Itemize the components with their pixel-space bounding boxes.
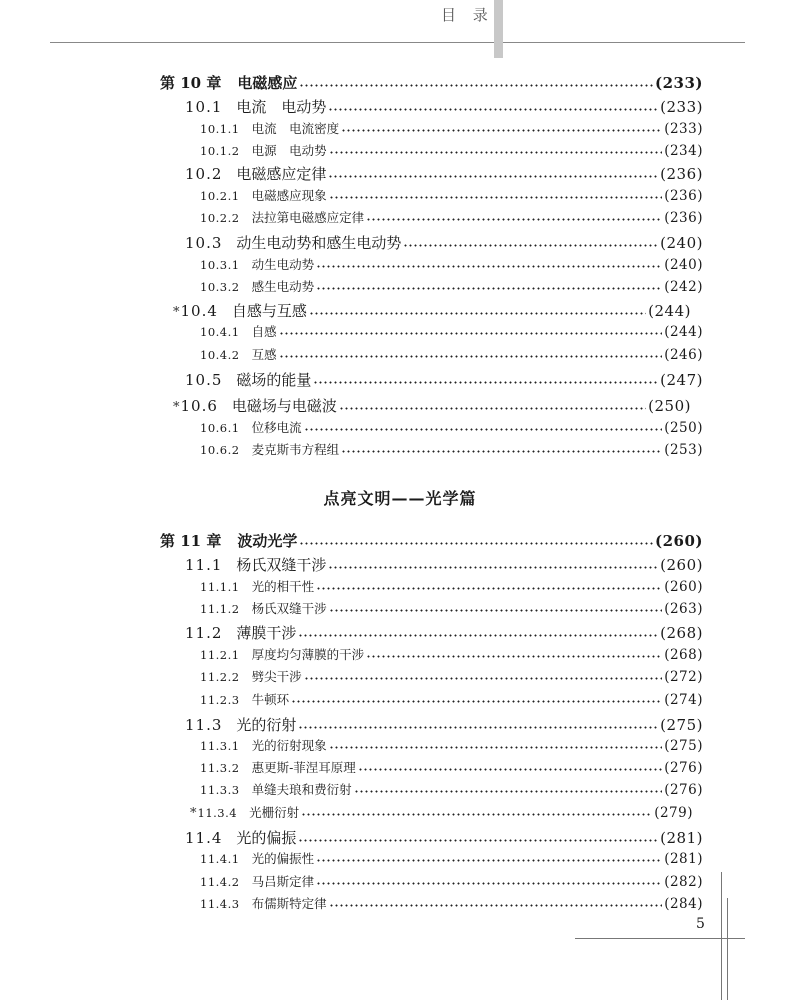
- toc-subsection-entry[interactable]: [190, 803, 693, 821]
- toc-subsection-entry[interactable]: [200, 645, 703, 663]
- toc-entry-title: 单缝夫琅和费衍射: [251, 782, 352, 797]
- dot-leader: [341, 123, 662, 133]
- toc-entry-heading: [200, 440, 339, 458]
- toc-entry-page: (260): [660, 556, 703, 574]
- toc-entry-number: 10.2: [185, 165, 223, 183]
- toc-section-entry[interactable]: [185, 827, 703, 848]
- toc-entry-number: 11.3.2: [200, 761, 240, 775]
- toc-entry-page: (279): [654, 805, 693, 821]
- toc-entry-number: 11.4.3: [200, 897, 240, 911]
- toc-entry-heading: [200, 894, 327, 912]
- toc-subsection-entry[interactable]: [200, 186, 703, 204]
- dot-leader: [329, 603, 663, 613]
- toc-entry-heading: [200, 736, 327, 754]
- toc-entry-heading: [200, 577, 314, 595]
- toc-entry-title: 位移电流: [251, 420, 302, 435]
- dot-leader: [366, 649, 662, 659]
- toc-subsection-entry[interactable]: [200, 322, 703, 340]
- toc-entry-heading: [190, 803, 299, 821]
- toc-entry-heading: [200, 119, 339, 137]
- toc-entry-page: (244): [664, 324, 703, 340]
- toc-entry-title: 互感: [251, 347, 277, 362]
- toc-entry-heading: [185, 369, 311, 390]
- toc-entry-heading: [185, 714, 296, 735]
- toc-entry-page: (253): [664, 442, 703, 458]
- toc-entry-number: 10.6.2: [200, 443, 240, 457]
- toc-entry-title: 牛顿环: [251, 692, 290, 707]
- toc-entry-title: 光的偏振性: [251, 851, 315, 866]
- dot-leader: [301, 807, 652, 817]
- dot-leader: [403, 238, 658, 248]
- dot-leader: [329, 145, 663, 155]
- dot-leader: [304, 422, 663, 432]
- toc-entry-heading: [160, 530, 297, 551]
- dot-leader: [299, 536, 653, 546]
- dot-leader: [358, 762, 662, 772]
- footer-vertical-rule-inner: [727, 898, 728, 1000]
- toc-entry-page: (240): [664, 257, 703, 273]
- dot-leader: [328, 169, 658, 179]
- toc-entry-number: 11.2.1: [200, 648, 240, 662]
- toc-subsection-entry[interactable]: [200, 277, 703, 295]
- toc-entry-number: 11.3: [185, 716, 223, 734]
- toc-entry-heading: [185, 622, 296, 643]
- toc-entry-number: 11.2: [185, 624, 223, 642]
- toc-section-entry[interactable]: [185, 369, 703, 390]
- toc-entry-heading: [185, 232, 401, 253]
- toc-entry-page: (236): [664, 210, 703, 226]
- dot-leader: [309, 306, 646, 316]
- dot-leader: [354, 784, 663, 794]
- dot-leader: [339, 401, 646, 411]
- toc-section-entry[interactable]: [185, 554, 703, 575]
- toc-entry-number: 10.2.2: [200, 211, 240, 225]
- toc-entry-number: 11.4.1: [200, 852, 240, 866]
- part-title: 点亮文明——光学篇: [323, 489, 477, 508]
- toc-entry-page: (236): [660, 165, 703, 183]
- toc-entry-heading: [200, 141, 327, 159]
- toc-entry-heading: [200, 277, 314, 295]
- toc-entry-title: 光的衍射现象: [251, 738, 327, 753]
- toc-entry-title: 磁场的能量: [236, 371, 312, 389]
- toc-entry-number: 10.6.1: [200, 421, 240, 435]
- toc-entry-page: (272): [664, 669, 703, 685]
- toc-entry-heading: [200, 872, 314, 890]
- toc-section-entry[interactable]: [185, 232, 703, 253]
- footer-vertical-rule: [721, 872, 722, 1000]
- toc-subsection-entry[interactable]: [200, 667, 703, 685]
- toc-entry-title: 电流 电动势: [236, 98, 327, 116]
- toc-entry-heading: [200, 849, 314, 867]
- dot-leader: [366, 212, 662, 222]
- toc-section-entry[interactable]: [185, 96, 703, 117]
- toc-entry-number: 10.4.1: [200, 325, 240, 339]
- toc-entry-title: 波动光学: [237, 532, 298, 550]
- toc-entry-number: 10.6: [180, 397, 218, 415]
- toc-entry-number: 10.1.2: [200, 144, 240, 158]
- toc-subsection-entry[interactable]: [200, 418, 703, 436]
- toc-entry-heading: [173, 300, 307, 321]
- toc-entry-title: 麦克斯韦方程组: [251, 442, 340, 457]
- toc-subsection-entry[interactable]: [200, 736, 703, 754]
- toc-entry-heading: [185, 96, 326, 117]
- toc-entry-page: (247): [660, 371, 703, 389]
- toc-entry-title: 感生电动势: [251, 279, 315, 294]
- dot-leader: [316, 259, 662, 269]
- dot-leader: [316, 876, 662, 886]
- toc-entry-number: 10.2.1: [200, 189, 240, 203]
- optional-marker: *: [173, 305, 180, 320]
- toc-entry-heading: [200, 780, 352, 798]
- toc-entry-page: (240): [660, 234, 703, 252]
- toc-entry-title: 光的衍射: [236, 716, 297, 734]
- toc-entry-page: (281): [660, 829, 703, 847]
- toc-entry-heading: [200, 186, 327, 204]
- toc-subsection-entry[interactable]: [200, 599, 703, 617]
- toc-subsection-entry[interactable]: [200, 780, 703, 798]
- toc-entry-heading: [200, 599, 327, 617]
- toc-entry-number: 11.4: [185, 829, 223, 847]
- toc-entry-heading: [200, 322, 277, 340]
- toc-entry-page: (233): [664, 121, 703, 137]
- toc-entry-title: 杨氏双缝干涉: [236, 556, 327, 574]
- toc-entry-heading: [200, 690, 289, 708]
- dot-leader: [341, 444, 662, 454]
- toc-entry-number: 10.1.1: [200, 122, 240, 136]
- toc-entry-heading: [200, 667, 302, 685]
- dot-leader: [299, 78, 653, 88]
- toc-entry-heading: [200, 758, 356, 776]
- toc-entry-title: 电磁感应: [237, 74, 298, 92]
- toc-subsection-entry[interactable]: [200, 440, 703, 458]
- toc-entry-page: (236): [664, 188, 703, 204]
- toc-entry-number: 10.3.1: [200, 258, 240, 272]
- optional-marker: *: [190, 806, 197, 821]
- toc-entry-page: (276): [664, 782, 703, 798]
- dot-leader: [298, 628, 658, 638]
- toc-entry-number: 11.1.1: [200, 580, 240, 594]
- toc-entry-number: 11.2.2: [200, 670, 240, 684]
- toc-subsection-entry[interactable]: [200, 872, 703, 890]
- toc-entry-page: (263): [664, 601, 703, 617]
- toc-entry-page: (275): [664, 738, 703, 754]
- toc-entry-heading: [173, 395, 337, 416]
- toc-entry-title: 电磁场与电磁波: [231, 397, 337, 415]
- toc-entry-page: (281): [664, 851, 703, 867]
- toc-entry-page: (244): [648, 302, 691, 320]
- toc-entry-title: 劈尖干涉: [251, 669, 302, 684]
- toc-subsection-entry[interactable]: [200, 758, 703, 776]
- dot-leader: [316, 281, 662, 291]
- toc-entry-page: (234): [664, 143, 703, 159]
- toc-entry-number: 10.5: [185, 371, 223, 389]
- toc-section-entry[interactable]: [185, 714, 703, 735]
- toc-entry-page: (246): [664, 347, 703, 363]
- toc-entry-title: 电流 电流密度: [251, 121, 340, 136]
- toc-entry-number: 第 11 章: [160, 532, 222, 550]
- toc-entry-page: (284): [664, 896, 703, 912]
- toc-subsection-entry[interactable]: [200, 208, 703, 226]
- toc-entry-page: (276): [664, 760, 703, 776]
- toc-entry-page: (274): [664, 692, 703, 708]
- toc-entry-title: 布儒斯特定律: [251, 896, 327, 911]
- toc-entry-title: 电磁感应定律: [236, 165, 327, 183]
- toc-entry-title: 薄膜干涉: [236, 624, 297, 642]
- dot-leader: [316, 581, 662, 591]
- toc-entry-title: 自感与互感: [231, 302, 307, 320]
- toc-entry-heading: [200, 645, 364, 663]
- toc-entry-page: (260): [664, 579, 703, 595]
- page-number: 5: [696, 916, 705, 932]
- toc-entry-number: 10.4: [180, 302, 218, 320]
- toc-entry-heading: [185, 554, 326, 575]
- toc-section-entry[interactable]: [173, 300, 691, 321]
- toc-entry-title: 杨氏双缝干涉: [251, 601, 327, 616]
- dot-leader: [329, 898, 663, 908]
- dot-leader: [329, 740, 663, 750]
- toc-entry-heading: [185, 827, 296, 848]
- toc-chapter-entry[interactable]: [160, 72, 703, 93]
- toc-entry-title: 电源 电动势: [251, 143, 327, 158]
- dot-leader: [329, 190, 663, 200]
- toc-entry-title: 惠更斯-菲涅耳原理: [251, 760, 356, 775]
- toc-subsection-entry[interactable]: [200, 894, 703, 912]
- dot-leader: [291, 694, 662, 704]
- dot-leader: [316, 853, 662, 863]
- toc-entry-title: 光栅衍射: [249, 805, 300, 820]
- toc-subsection-entry[interactable]: [200, 849, 703, 867]
- toc-entry-heading: [200, 208, 364, 226]
- toc-subsection-entry[interactable]: [200, 577, 703, 595]
- toc-entry-heading: [200, 255, 314, 273]
- toc-subsection-entry[interactable]: [200, 255, 703, 273]
- toc-entry-number: 10.1: [185, 98, 223, 116]
- toc-entry-heading: [160, 72, 297, 93]
- toc-entry-number: 11.1.2: [200, 602, 240, 616]
- toc-entry-title: 光的偏振: [236, 829, 297, 847]
- toc-entry-page: (233): [660, 98, 703, 116]
- toc-subsection-entry[interactable]: [200, 345, 703, 363]
- toc-entry-title: 马吕斯定律: [251, 874, 315, 889]
- dot-leader: [279, 349, 663, 359]
- toc-subsection-entry[interactable]: [200, 119, 703, 137]
- toc-subsection-entry[interactable]: [200, 690, 703, 708]
- toc-section-entry[interactable]: [185, 622, 703, 643]
- dot-leader: [313, 375, 658, 385]
- toc-entry-number: 11.3.1: [200, 739, 240, 753]
- footer-rule: [575, 938, 745, 939]
- toc-entry-heading: [185, 163, 326, 184]
- dot-leader: [279, 326, 663, 336]
- toc-entry-page: (268): [660, 624, 703, 642]
- toc-entry-number: 10.3: [185, 234, 223, 252]
- toc-entry-number: 11.1: [185, 556, 223, 574]
- toc-subsection-entry[interactable]: [200, 141, 703, 159]
- toc-entry-page: (242): [664, 279, 703, 295]
- toc-entry-number: 10.3.2: [200, 280, 240, 294]
- dot-leader: [298, 720, 658, 730]
- toc-chapter-entry[interactable]: [160, 530, 703, 551]
- header-rule: [50, 42, 745, 43]
- toc-entry-title: 厚度均匀薄膜的干涉: [251, 647, 365, 662]
- dot-leader: [328, 102, 658, 112]
- dot-leader: [304, 671, 663, 681]
- toc-entry-number: 第 10 章: [160, 74, 222, 92]
- header-tab-marker: [494, 0, 503, 58]
- toc-entry-page: (250): [664, 420, 703, 436]
- toc-entry-title: 电磁感应现象: [251, 188, 327, 203]
- toc-entry-page: (282): [664, 874, 703, 890]
- toc-entry-title: 法拉第电磁感应定律: [251, 210, 365, 225]
- toc-entry-title: 动生电动势: [251, 257, 315, 272]
- toc-entry-title: 动生电动势和感生电动势: [236, 234, 402, 252]
- optional-marker: *: [173, 400, 180, 415]
- toc-entry-heading: [200, 418, 302, 436]
- toc-entry-page: (268): [664, 647, 703, 663]
- toc-entry-heading: [200, 345, 277, 363]
- toc-entry-number: 10.4.2: [200, 348, 240, 362]
- toc-entry-number: 11.2.3: [200, 693, 240, 707]
- toc-entry-number: 11.4.2: [200, 875, 240, 889]
- running-header-title: 目 录: [441, 6, 494, 24]
- dot-leader: [328, 560, 658, 570]
- toc-entry-page: (275): [660, 716, 703, 734]
- toc-entry-number: 11.3.4: [197, 806, 238, 820]
- toc-entry-title: 自感: [251, 324, 277, 339]
- dot-leader: [298, 833, 658, 843]
- toc-section-entry[interactable]: [173, 395, 691, 416]
- toc-entry-number: 11.3.3: [200, 783, 240, 797]
- toc-entry-page: (260): [654, 532, 703, 550]
- toc-entry-page: (250): [648, 397, 691, 415]
- toc-section-entry[interactable]: [185, 163, 703, 184]
- toc-entry-page: (233): [654, 74, 703, 92]
- toc-entry-title: 光的相干性: [251, 579, 315, 594]
